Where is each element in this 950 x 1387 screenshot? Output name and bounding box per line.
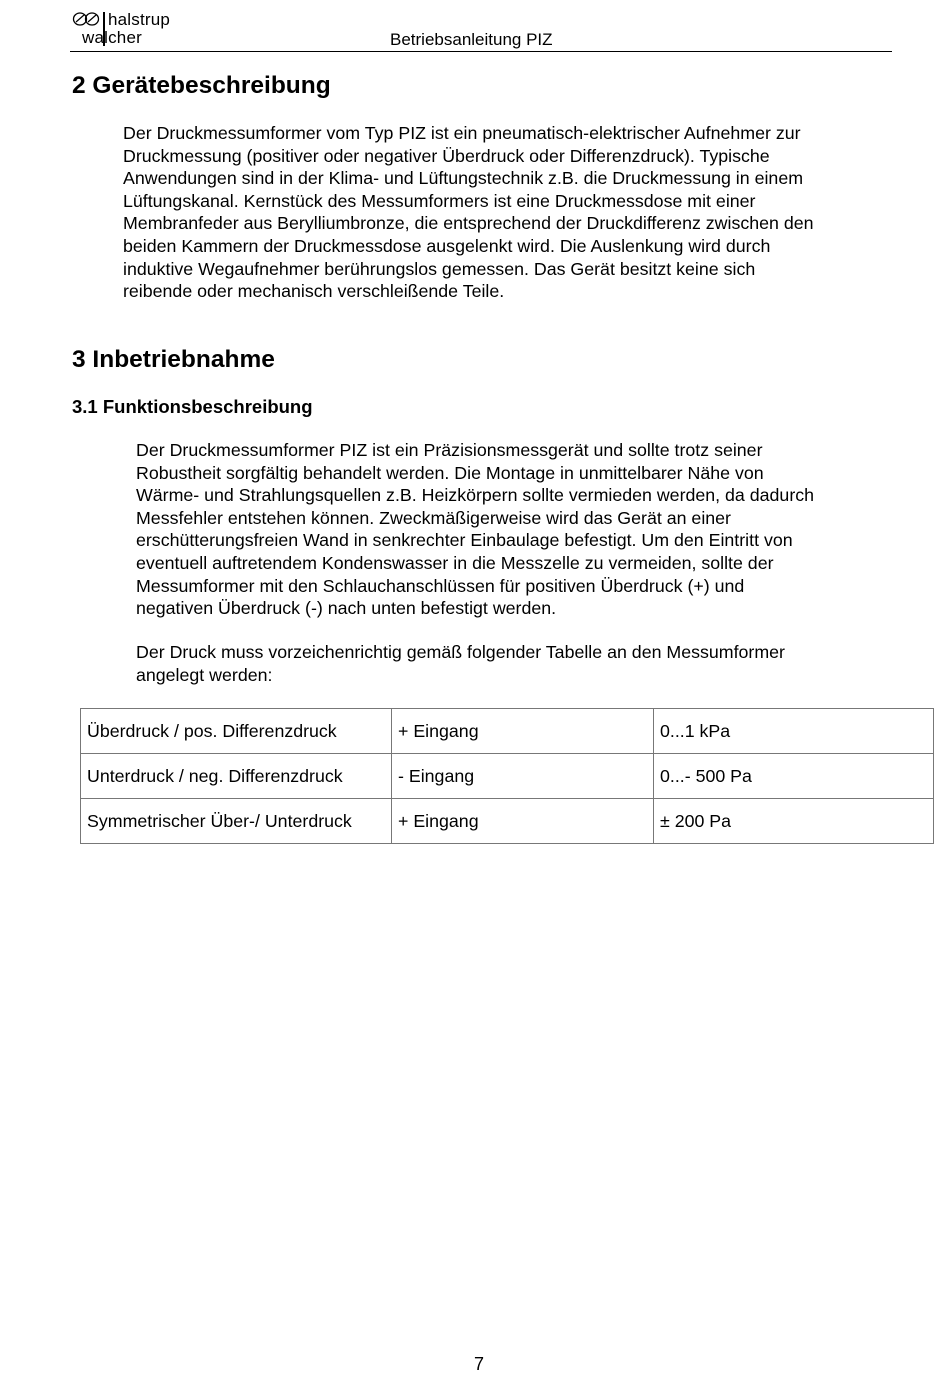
logo-text-halstrup: halstrup <box>108 10 171 29</box>
pressure-connection-table <box>80 708 934 844</box>
table-cell-input: + Eingang <box>392 799 654 844</box>
text-line: Druckmessung (positiver oder negativer Überdruck oder Differenzdruck). Typische <box>123 145 770 166</box>
section-3-1-paragraph-1 <box>136 439 814 620</box>
table-cell-pressure-type: Symmetrischer Über-/ Unterdruck <box>81 799 392 844</box>
table-cell-input: - Eingang <box>392 754 654 799</box>
text-line: Membranfeder aus Berylliumbronze, die entsprechend der Druckdifferenz zwischen den <box>123 213 814 234</box>
text-line: Der Druckmessumformer vom Typ PIZ ist ein pneumatisch-elektrischer Aufnehmer zur <box>123 123 801 143</box>
text-line: angelegt werden: <box>136 664 273 685</box>
text-line: reibende oder mechanisch verschleißende Teile. <box>123 281 505 302</box>
text-line: erschütterungsfreien Wand in senkrechter Einbaulage befestigt. Um den Eintritt von <box>136 530 793 551</box>
text-line: Anwendungen sind in der Klima- und Lüftungstechnik z.B. die Druckmessung in einem <box>123 168 804 189</box>
table-row <box>81 799 934 844</box>
text-line: Wärme- und Strahlungsquellen z.B. Heizkörpern sollte vermieden werden, da dadurch <box>136 485 815 506</box>
text-line: eventuell auftretendem Kondenswasser in die Messzelle zu vermeiden, sollte der <box>136 552 774 573</box>
section-3-1-paragraph-2 <box>136 641 785 686</box>
company-logo <box>72 8 192 48</box>
table-cell-pressure-type: Überdruck / pos. Differenzdruck <box>81 709 392 754</box>
table-row <box>81 754 934 799</box>
text-line: negativen Überdruck (-) nach unten befestigt werden. <box>136 598 557 619</box>
header-divider <box>70 51 892 52</box>
text-line: Messumformer mit den Schlauchanschlüssen für positiven Überdruck (+) und <box>136 575 745 596</box>
text-line: Der Druckmessumformer PIZ ist ein Präzisionsmessgerät und sollte trotz seiner <box>136 440 763 460</box>
text-line: Robustheit sorgfältig behandelt werden. Die Montage in unmittelbarer Nähe von <box>136 462 764 483</box>
text-line: Lüftungskanal. Kernstück des Messumformers ist eine Druckmessdose mit einer <box>123 190 756 211</box>
section-3-1-heading: 3.1 Funktionsbeschreibung <box>72 396 313 417</box>
table-row <box>81 709 934 754</box>
text-line: Der Druck muss vorzeichenrichtig gemäß folgender Tabelle an den Messumformer <box>136 642 785 662</box>
table-cell-range: 0...1 kPa <box>654 709 934 754</box>
document-title: Betriebsanleitung PIZ <box>390 30 553 49</box>
section-3-heading: 3 Inbetriebnahme <box>72 346 275 373</box>
table-cell-range: ± 200 Pa <box>654 799 934 844</box>
table-cell-input: + Eingang <box>392 709 654 754</box>
text-line: beiden Kammern der Druckmessdose ausgelenkt wird. Die Auslenkung wird durch <box>123 235 771 256</box>
page-number: 7 <box>474 1354 485 1374</box>
logo-text-walcher: walcher <box>82 28 142 47</box>
text-line: induktive Wegaufnehmer berührungslos gemessen. Das Gerät besitzt keine sich <box>123 258 756 279</box>
table-cell-range: 0...- 500 Pa <box>654 754 934 799</box>
table-cell-pressure-type: Unterdruck / neg. Differenzdruck <box>81 754 392 799</box>
logo-mark-icon <box>72 10 102 28</box>
section-2-paragraph <box>123 122 814 303</box>
section-2-heading: 2 Gerätebeschreibung <box>72 72 331 99</box>
text-line: Messfehler entstehen können. Zweckmäßigerweise wird das Gerät an einer <box>136 507 731 528</box>
